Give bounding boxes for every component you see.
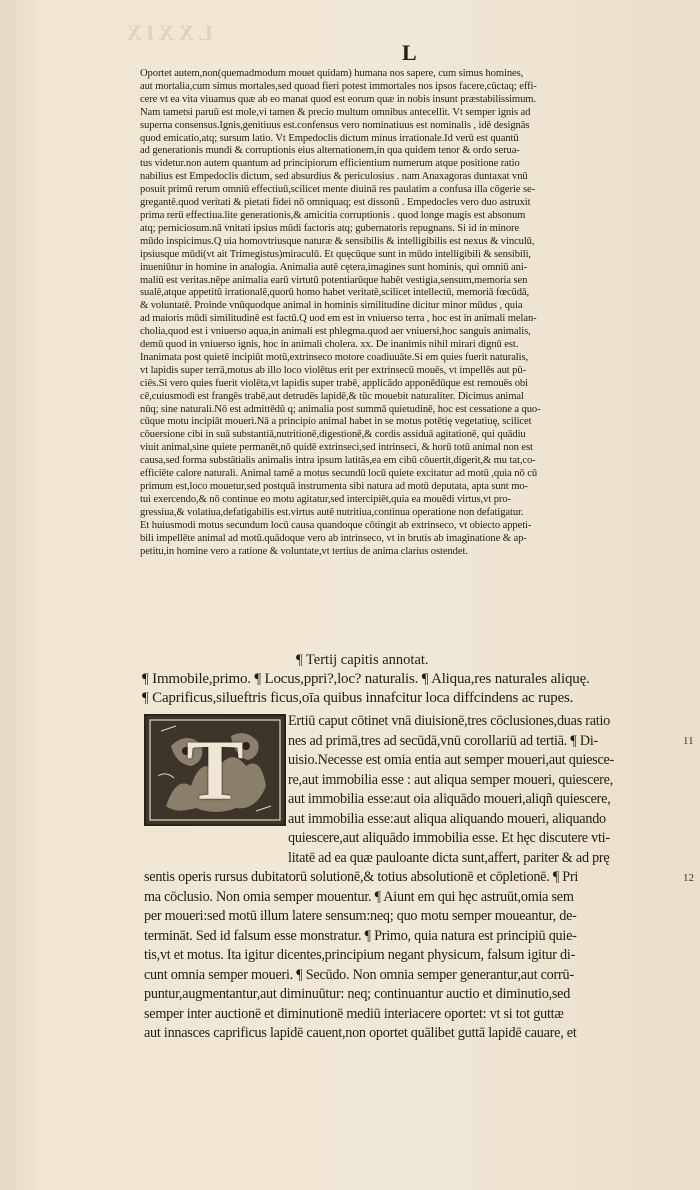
text-line: ¶ Caprificus,silueftris ficus,oīa quibus innafcitur loca diffcindens ac rupes. bbox=[142, 690, 574, 706]
text-line: uisio.Necesse est omia entia aut semper moueri,aut quiesce- bbox=[288, 752, 615, 768]
text-line: gressiua,& volatiua,defatigabilis est.virtus autē nutritiua,continua operatione non defatigatur. bbox=[140, 506, 524, 518]
text-line: atq; perniciosum.nā vnitati ipsius mūdi factoris atq; gubernatoris repugnans. Si id in minore bbox=[140, 222, 520, 234]
text-line: ¶ Immobile,primo. ¶ Locus,ppri?,loc? naturalis. ¶ Aliqua,res naturales aliquę. bbox=[142, 671, 590, 687]
bleed-through-folio: LXXIX bbox=[122, 20, 213, 45]
folio-number: L bbox=[402, 40, 418, 65]
text-line: cholia,quod est i vniuerso aqua,in animali est phlegma.quod aer vniuersi,hoc sanguis animalis, bbox=[140, 326, 531, 338]
text-line: litatē ad ea quæ pauloante dicta sunt,affert, pariter & ad prę bbox=[288, 849, 610, 866]
text-line: gregantē.quod veritati & pietati fidei nō omniquaq; est dissonū . Empedocles vero duo astruxit bbox=[140, 197, 531, 209]
text-line: cē,cuiusmodi est frangēs trabē,aut detrudēs lapidē,& tūc mouebit naturaliter. Dicimus animal bbox=[140, 390, 524, 402]
text-line: puntur,augmentantur,aut diminuūtur: neq; continuantur auctio et diminutio,sed bbox=[144, 986, 571, 1002]
text-line: Nam tametsi paruū est mole,vi tamen & precio multum omnibus antecellit. Vt semper ignis ad bbox=[140, 106, 531, 118]
text-line: viuit animal,sine quiete permanēt,nō quidē extrinseci,sed intrinseci, & horū totū animal non est bbox=[140, 442, 533, 454]
text-line: maliū est veritas.nēpe animalia earū virtutū potentiarūque habēt vestigia,sensum,memoria sen bbox=[140, 274, 528, 286]
commentary-block bbox=[140, 68, 680, 558]
margin-note: 12 bbox=[683, 872, 694, 884]
text-line: causa,sed forma substātialis animalis intra ipsum latitās,ea em cibū cōuertit,digerit,& mu tat,co- bbox=[140, 455, 536, 467]
text-line: bili impellēte animal ad motū.quādoque vero ab intrinseco, vt in brutis ab imaginatione & ap- bbox=[140, 532, 527, 544]
text-line: quod emicatio,atq; sursum latio. Vt Empedoclis dictum minus irrationale.Id verū est quantū bbox=[140, 132, 519, 144]
text-line: re,aut immobilia esse : aut aliqua semper moueri, quiescere, bbox=[288, 771, 613, 788]
text-line: cūque motu incipiāt moueri.Nā a principio animal habet in se motus potētię vegetatiuę, scilicet bbox=[140, 416, 532, 428]
text-line: ad maioris mūdi similitudinē est factū.Q uod em est in vniuerso terra , hoc est in animali melan- bbox=[140, 313, 537, 325]
text-line: tus videtur.non autem quantum ad principiorum efficientium numerum atque positione ratio bbox=[140, 158, 520, 170]
text-line: Et huiusmodi motus secundum locū causa quandoque cōtingit ab extrinseco, vt obiecto appeti- bbox=[140, 519, 532, 531]
text-line: nabilius est Empedoclis dictum, sed absurdius & periculosius . nam Anaxagoras duntaxat vnū bbox=[140, 171, 528, 183]
initial-letter: T bbox=[186, 722, 244, 818]
text-line: efficiēte calore naturali. Animal tamē a motus secundū locū quiete excitatur ad motū ,quia nō cū bbox=[140, 468, 538, 480]
text-line: cunt omnia semper moueri. ¶ Secūdo. Non omnia semper generantur,aut corrū- bbox=[144, 966, 574, 983]
text-line: Inanimata post quietē incipiūt motū,extrinseco motore coadiuuāte.Si em quies fuerit naturalis, bbox=[140, 351, 529, 363]
main-text-narrow bbox=[288, 712, 680, 868]
text-line: ad generationis mundi & corruptionis eius alternationem,in qua quidem tenor & ordo serua- bbox=[140, 145, 520, 157]
text-line: per moueri:sed motū illum latere sensum:neq; quo motu semper moueantur, de- bbox=[144, 908, 577, 924]
text-line: nūq; sine naturali.Nō est admittēdū q; animalia post summā quietudinē, hoc est cessatione a quo- bbox=[140, 403, 541, 415]
text-line: aut mortalia,cum simus mortales,sed quoad fieri potest immortales nos ipsos facere,cūctaq; effi- bbox=[140, 80, 537, 92]
section-heading: ¶ Tertij capitis annotat. bbox=[296, 652, 429, 668]
text-line: Oportet autem,non(quemadmodum mouet quidam) humana nos sapere, cum simus homines, bbox=[140, 68, 524, 79]
text-line: Ertiū caput cōtinet vnā diuisionē,tres cōclusiones,duas ratio bbox=[288, 713, 611, 729]
text-line: demū quod in vniuerso ignis, hoc in animali cholera. xx. De inanimis nihil mirari dignū est. bbox=[140, 339, 519, 351]
text-line: nes ad primā,tres ad secūdā,vnū corollariū ad tertiā. ¶ Di- bbox=[288, 732, 598, 749]
decorated-initial bbox=[144, 714, 286, 826]
text-line: aut immobilia esse:aut oia aliquādo moueri,aliqñ quiescere, bbox=[288, 791, 611, 807]
text-line: sentis operis rursus dubitatorū solutionē,& totius absolutionē et cōpletionē. ¶ Pri bbox=[144, 869, 579, 885]
text-line: mūdo inspicimus.Q uia homovtriusque naturæ & sensibilis & intelligibilis est nexus & vinculū, bbox=[140, 235, 535, 247]
text-line: & voluntatē. Proinde vnūquodque animal in hominis similitudine dicitur minor mūdus , quia bbox=[140, 300, 523, 312]
text-line: petitu,in homine vero a ratione & voluntate,vt tertius de anima clarius ostendet. bbox=[140, 545, 468, 557]
text-line: prima rerū effectiua.lite generationis,& amicitia corruptionis . quod longe magis est absonum bbox=[140, 209, 526, 221]
text-line: aut innasces caprificus lapidē cauent,non oportet quālibet guttā lapidē cauare, et bbox=[144, 1025, 577, 1041]
main-text-full bbox=[144, 868, 680, 1044]
text-line: tui exercendo,& nō continue eo motu agitatur,sed intercipiēt,quia ea mouēdi virtus,vt pro- bbox=[140, 493, 511, 505]
text-line: ciēs.Si vero quies fuerit violēta,vt lapidis super trabē, applicādo apponēdūque est remouēs obi bbox=[140, 377, 528, 389]
text-line: quiescere,aut aliquādo immobilia esse. Et hęc discutere vti- bbox=[288, 830, 610, 846]
text-line: ipsiusque mūdi(vt ait Trimegistus)miraculū. Et quęcūque sunt in mūdo intelligibili & sensibili, bbox=[140, 248, 531, 260]
text-line: cōuersione cibi in suā substantiā,nutritionē,digestionē,& cordis assiduā agitationē, qui quādiu bbox=[140, 429, 526, 441]
text-line: sualē,atque appetitū irrationalē,quorū homo habet veritatē,scilicet intellectū, memoriā fœcūdā, bbox=[140, 287, 530, 299]
text-line: tis,vt et motus. Ita igitur dicentes,principium negant physicum, falsum igitur di- bbox=[144, 947, 576, 963]
text-line: aut immobilia esse:aut aliqua aliquando moueri, aliquando bbox=[288, 810, 606, 827]
text-line: vt lapidis super terrā,motus ab illo loco violētus erit per extrinsecū mouēs, vt impellēs aut pū- bbox=[140, 364, 527, 376]
text-line: inueniūtur in homine in analogia. Animalia autē cętera,imagines sunt hominis, qui omniū ani- bbox=[140, 261, 528, 273]
margin-note: 11 bbox=[683, 735, 694, 747]
text-line: ma cōclusio. Non omia semper mouentur. ¶ Aiunt em qui hęc astruūt,omia sem bbox=[144, 888, 574, 905]
text-line: cere vt ea vita viuamus quæ ab eo manat quod est eorum quæ in nobis insunt præstabilissimum. bbox=[140, 93, 536, 105]
text-line: posuit primū rerum omniū effectiuū,scilicet mente diuinā res paulatim a confusa illa cōgerie se- bbox=[140, 184, 535, 196]
text-line: primum est,loco mouetur,sed postquā instrumenta sibi natura ad motū deputata, apta sunt mo- bbox=[140, 481, 528, 492]
text-line: termināt. Sed id falsum esse monstratur. ¶ Primo, quia natura est principiū quie- bbox=[144, 927, 577, 944]
text-line: superna consensus.Ignis,genitiuus est.confensus vero nominatiuus est nominalis , idē designās bbox=[140, 119, 530, 131]
annotation-summary bbox=[142, 670, 682, 708]
text-line: semper inter auctionē et diminutionē mediū interiacere oportet: vt si tot guttæ bbox=[144, 1005, 564, 1022]
